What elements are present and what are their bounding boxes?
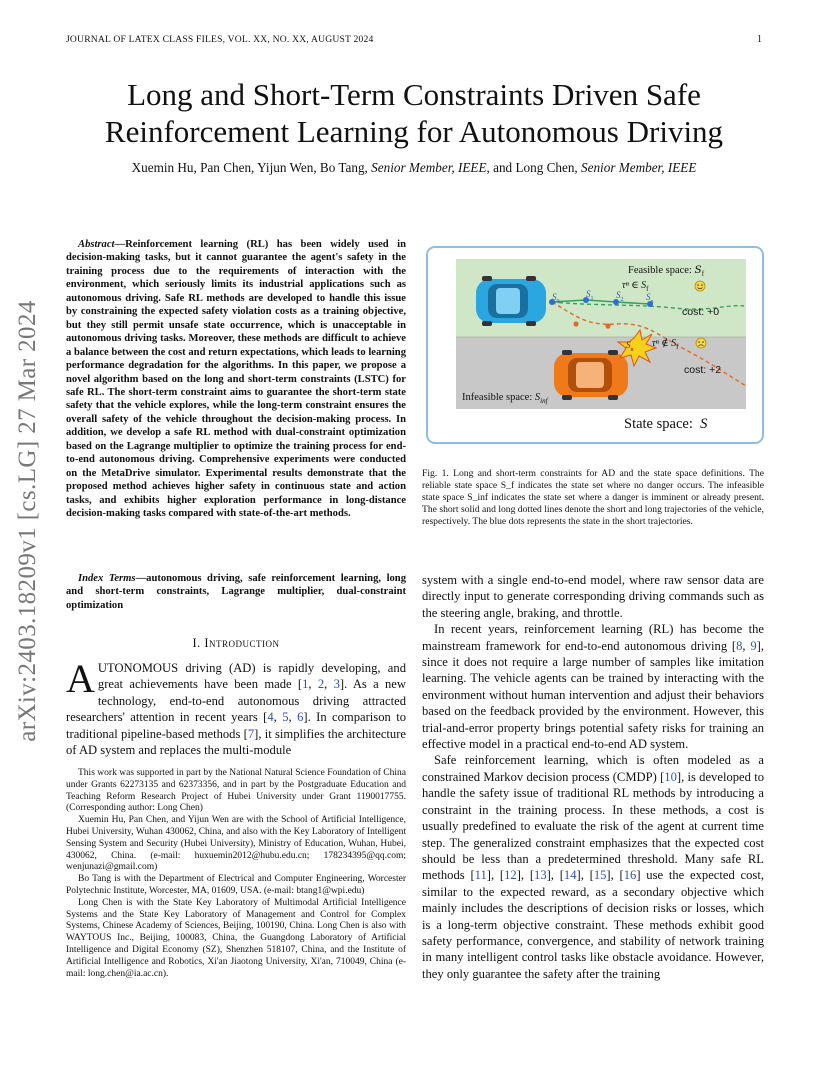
paper-title bbox=[0, 76, 828, 150]
citation[interactable]: 12 bbox=[504, 868, 517, 883]
happy-face-icon bbox=[695, 281, 705, 291]
authors-part-2: , and Long Chen, bbox=[486, 160, 582, 175]
paragraph: Safe reinforcement learning, which is often modeled as a constrained Markov decision process (CMDP) [10], is developed to handle the safety issue of traditional RL methods by introducing a constraint in the training process. In these methods, a cost is usually predefined to evaluate the risk of the agent at current time step. The generalized constraint emphasizes that the expected cost should be less than a predetermined threshold. Many safe RL methods [11], [12], [13], [14], [15], [16] use the expected cost, similar to the expected reward, as a secondary objective which mainly includes the descriptions of decision risks or losses, which is a long-term objective constraint. These methods exhibit good safety performance, convergence, and stability of network training in many intelligent control tasks like obstacle avoidance. However, they only guarantee the safety after the training bbox=[422, 753, 764, 981]
page-number: 1 bbox=[757, 34, 762, 45]
tau-out-sub: f bbox=[676, 343, 679, 351]
citation[interactable]: 9 bbox=[750, 638, 757, 653]
citation[interactable]: 8 bbox=[736, 638, 743, 653]
figure-1 bbox=[426, 246, 764, 444]
arxiv-watermark bbox=[8, 286, 48, 756]
sf-symbol: S bbox=[694, 264, 702, 276]
citation[interactable]: 16 bbox=[623, 868, 637, 883]
paragraph: system with a single end-to-end model, where raw sensor data are directly input to generate corresponding driving commands such as the steering angle, braking, and throttle. bbox=[422, 573, 764, 620]
intro-text-3: ], it simplifies the architecture of AD system and replaces the multi-module bbox=[66, 726, 406, 758]
citation[interactable]: 4 bbox=[267, 710, 274, 725]
citation[interactable]: 6 bbox=[297, 710, 304, 725]
abstract-label: Abstract bbox=[78, 239, 115, 250]
citation[interactable]: 3 bbox=[333, 677, 340, 692]
state-space-text: State space: bbox=[624, 416, 693, 432]
sinf-sub: inf bbox=[540, 397, 548, 406]
author-list bbox=[0, 160, 828, 176]
cost-two-label: cost: +2 bbox=[684, 364, 722, 376]
intro-text-1: ]. As a new technology, end-to-end autonomous driving attracted researchers' attention in recent years [ bbox=[66, 677, 406, 725]
title-line-2: Reinforcement Learning for Autonomous Driving bbox=[104, 114, 724, 149]
tau-out-label bbox=[652, 338, 678, 351]
sinf-symbol: S bbox=[534, 392, 541, 403]
citation[interactable]: 10 bbox=[664, 769, 677, 784]
state-label: $S_0$ bbox=[552, 292, 560, 305]
figure-caption: Fig. 1. Long and short-term constraints for AD and the state space definitions. The reliable state space S_f indicates the state set where no danger occurs. The infeasible state space S_inf indicates the state set where a danger is imminent or already present. The short solid and long dotted lines denote the short and long trajectories of the vehicle, respectively. The blue dots represents the state in the short trajectories. bbox=[422, 468, 764, 527]
blue-car-icon bbox=[476, 276, 546, 326]
footnote: Bo Tang is with the Department of Electrical and Computer Engineering, Worcester Polytechnic Institute, Worcester, MA, 01609, USA. (e-mail: btang1@wpi.edu) bbox=[66, 874, 406, 896]
figure-illustration bbox=[426, 246, 764, 444]
state-label: $S_n$ bbox=[646, 292, 654, 305]
citation[interactable]: 11 bbox=[474, 868, 487, 883]
section-heading bbox=[66, 636, 406, 651]
sf-sub: f bbox=[701, 270, 705, 279]
state-space-label bbox=[624, 416, 707, 433]
intro-text-2: ]. In comparison to traditional pipeline-based methods [ bbox=[66, 710, 406, 741]
paragraph: In recent years, reinforcement learning (RL) has become the mainstream framework for end-to-end autonomous driving [8, 9], since it does not require a large number of samples like imitation learning. The vehicle agents can be trained by interacting with the environment without human intervention and adjust their behaviors based on the feedback provided by the environment. However, this trial-and-error property brings potential safety risks for training an effective model in a practical end-to-end AD system. bbox=[422, 622, 765, 752]
index-terms-text: —autonomous driving, safe reinforcement learning, long and short-term constraints, Lagrange multiplier, dual-constraint optimization bbox=[66, 573, 406, 611]
citation[interactable]: 2 bbox=[317, 677, 325, 692]
citation[interactable]: 7 bbox=[247, 726, 255, 741]
member-grade-1: Senior Member, IEEE bbox=[371, 160, 487, 175]
orange-car-icon bbox=[554, 350, 628, 400]
danger-state-label: $S_n$ bbox=[626, 340, 634, 353]
infeasible-text: Infeasible space: bbox=[462, 392, 533, 403]
tau-out-text: τⁿ ∉ S bbox=[652, 338, 677, 349]
state-label: $S_1$ bbox=[586, 289, 594, 302]
section-title: Introduction bbox=[204, 636, 280, 650]
intro-lead: UTONOMOUS driving (AD) is rapidly developing, and great achievements have been made [ bbox=[97, 661, 406, 692]
intro-paragraph: AUTONOMOUS driving (AD) is rapidly developing, and great achievements have been made [1, 2, 3]. As a new technology, end-to-end autonomous driving attracted researchers' attention in recent years [4, 5, 6]. In comparison to traditional pipeline-based methods [7], it simplifies the architecture of AD system and replaces the multi-module bbox=[66, 656, 406, 758]
abstract bbox=[66, 238, 406, 521]
state-labels bbox=[552, 289, 654, 305]
footnotes bbox=[66, 768, 406, 980]
section-numeral: I. bbox=[192, 636, 205, 650]
tau-in-label bbox=[622, 280, 648, 293]
running-header: JOURNAL OF LATEX CLASS FILES, VOL. XX, NO. XX, AUGUST 2024 bbox=[66, 34, 374, 45]
citation[interactable]: 5 bbox=[282, 710, 289, 725]
citation[interactable]: 15 bbox=[593, 868, 607, 883]
citation[interactable]: 14 bbox=[563, 868, 577, 883]
feasible-space-label bbox=[628, 264, 704, 278]
state-label: $S_2$ bbox=[616, 290, 624, 303]
abstract-text: —Reinforcement learning (RL) has been widely used in decision-making tasks, but it cannot guarantee the agent's safety in the training process due to the requirements of interaction with the environment, which seriously limits its industrial applications such as autonomous driving. Safe RL methods are developed to handle this issue by constraining the expected safety violation costs as a training objective, but they still permit unsafe state occurrence, which is unacceptable in autonomous driving tasks. Moreover, these methods are difficult to achieve a balance between the cost and return expectations, which leads to learning performance degradation for the algorithms. In this paper, we propose a novel algorithm based on the long and short-term constraints (LSTC) for safe RL. The short-term constraint aims to guarantee the short-term state safety that the vehicle explores, while the long-term constraint ensures the overall safety of the vehicle throughout the decision-making process. In addition, we develop a safe RL method with dual-constraint optimization based on the Lagrange multiplier to optimize the training process for end-to-end autonomous driving. Comprehensive experiments were conducted on the MetaDrive simulator. Experimental results demonstrate that the proposed method achieves higher safety in continuous state and action tasks, and exhibits higher exploration performance in long-distance decision-making tasks compared with state-of-the-art methods. bbox=[66, 239, 406, 520]
drop-cap: A bbox=[66, 656, 95, 701]
tau-in-text: τⁿ ∈ S bbox=[622, 280, 647, 291]
footnote: Long Chen is with the State Key Laboratory of Multimodal Artificial Intelligence Systems and the State Key Laboratory of Management and Control for Complex Systems, Chinese Academy of Sciences, Beijing, 100190, China. Long Chen is also with WAYTOUS Inc., Beijing, 100083, China, the Guangdong Laboratory of Artificial Intelligence and Digital Economy (SZ), Shenzhen 518107, China, and the Institute of Artificial Intelligence and Robotics, Xi'an Jiaotong University, Xi'an, 710049, China (e-mail: long.chen@ia.ac.cn). bbox=[66, 897, 406, 979]
infeasible-space-label bbox=[462, 392, 548, 405]
citation[interactable]: 1 bbox=[302, 677, 309, 692]
state-dot bbox=[605, 323, 610, 328]
member-grade-2: Senior Member, IEEE bbox=[581, 160, 697, 175]
feasible-text: Feasible space: bbox=[628, 265, 692, 276]
citation[interactable]: 13 bbox=[534, 868, 547, 883]
sad-face-icon bbox=[696, 338, 706, 348]
index-terms bbox=[66, 572, 406, 612]
state-dot bbox=[573, 321, 578, 326]
authors-part-1: Xuemin Hu, Pan Chen, Yijun Wen, Bo Tang, bbox=[131, 160, 372, 175]
footnote: This work was supported in part by the National Natural Science Foundation of China under Grants 62273135 and 62373356, and in part by the Postgraduate Education and Teaching Reform Research Project of Hubei University under Grant 1190017755. (Corresponding author: Long Chen) bbox=[66, 768, 406, 814]
footnote: Xuemin Hu, Pan Chen, and Yijun Wen are with the School of Artificial Intelligence, Hubei University, Wuhan 430062, China, and also with the Key Laboratory of Intelligent Sensing System and Security (Hubei University), Ministry of Education, Wuhan, Hubei, 430062, China. (e-mail: huxuemin2012@hubu.edu.cn; 178234395@qq.com; wenjunazi@gmail.com) bbox=[66, 815, 406, 873]
tau-in-sub: f bbox=[646, 285, 649, 293]
cost-zero-label: cost: +0 bbox=[682, 306, 720, 318]
index-terms-label: Index Terms bbox=[78, 573, 136, 584]
state-space-symbol: S bbox=[700, 416, 708, 432]
right-column-text bbox=[422, 572, 764, 982]
arxiv-id: arXiv:2403.18209v1 [cs.LG] 27 Mar 2024 bbox=[14, 300, 41, 742]
title-line-1: Long and Short-Term Constraints Driven Safe bbox=[127, 77, 701, 112]
